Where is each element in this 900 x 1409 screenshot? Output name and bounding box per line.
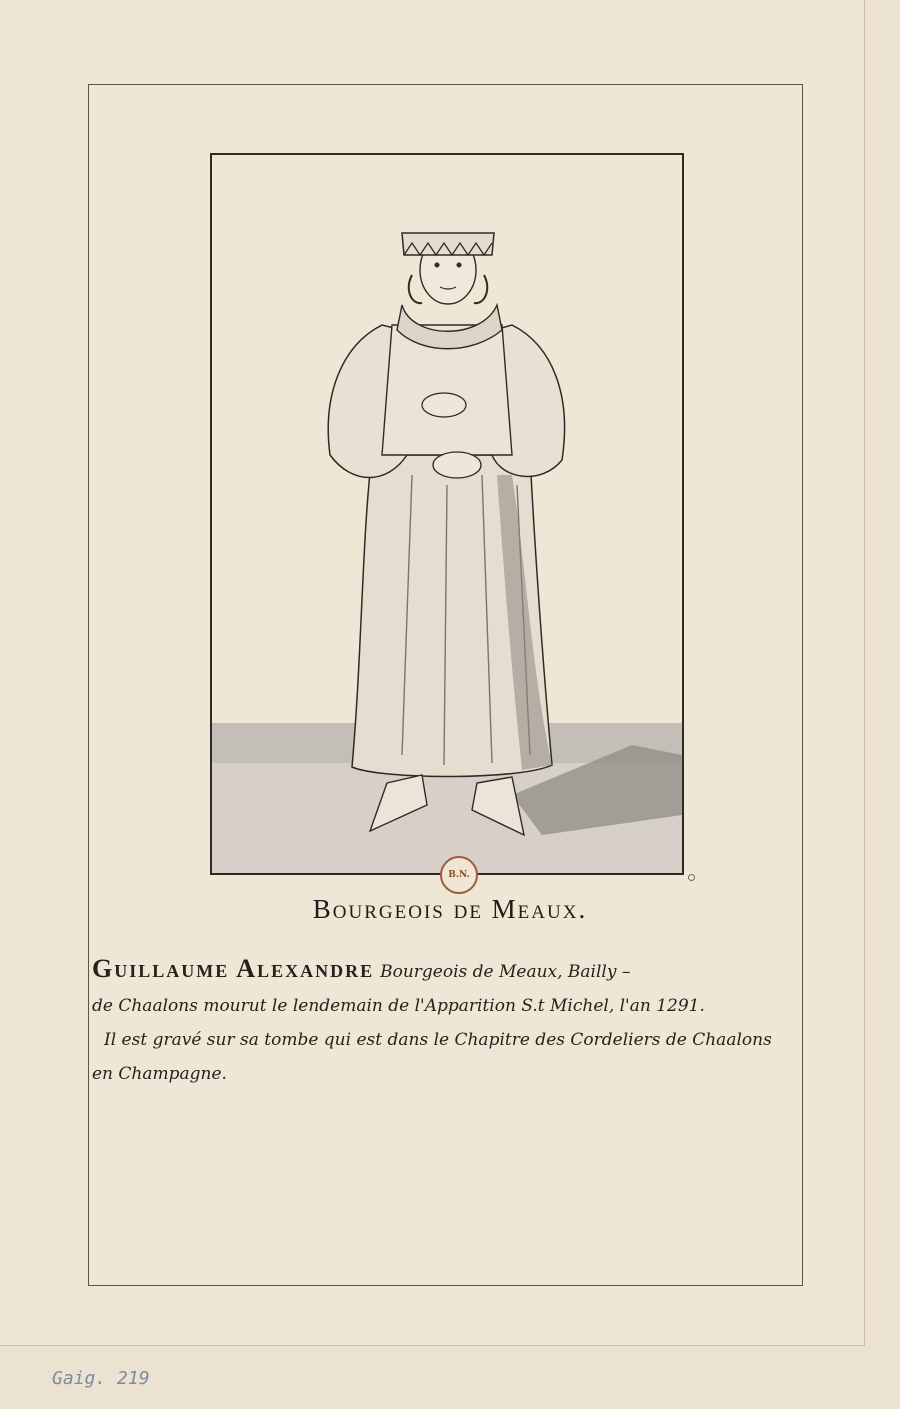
- stamp-text: B.N.: [448, 870, 470, 880]
- caption-line-1-rest: Bourgeois de Meaux, Bailly –: [380, 962, 631, 982]
- caption-line-2: de Chaalons mourut le lendemain de l'Apparition S.t Michel, l'an 1291.: [92, 996, 705, 1016]
- caption-line-1: [92, 952, 824, 989]
- caption-name: Guillaume Alexandre: [92, 954, 375, 983]
- library-stamp: [440, 856, 478, 894]
- eye-right: [457, 263, 462, 268]
- caption-line-3: Il est gravé sur sa tombe qui est dans le Chapitre des Cordeliers de Chaalons: [104, 1030, 772, 1050]
- plate-mark-dot: [688, 874, 695, 881]
- catalog-mark: Gaig. 219: [52, 1368, 150, 1389]
- caption-line-4: en Champagne.: [92, 1064, 227, 1084]
- hand-left: [422, 393, 466, 417]
- plate-title: Bourgeois de Meaux.: [312, 894, 588, 924]
- hand-right: [433, 452, 481, 478]
- crown-cap: [402, 233, 494, 255]
- plate-caption: [92, 952, 824, 1091]
- illustration-frame: [210, 153, 684, 875]
- eye-left: [435, 263, 440, 268]
- standing-figure-illustration: [212, 155, 682, 873]
